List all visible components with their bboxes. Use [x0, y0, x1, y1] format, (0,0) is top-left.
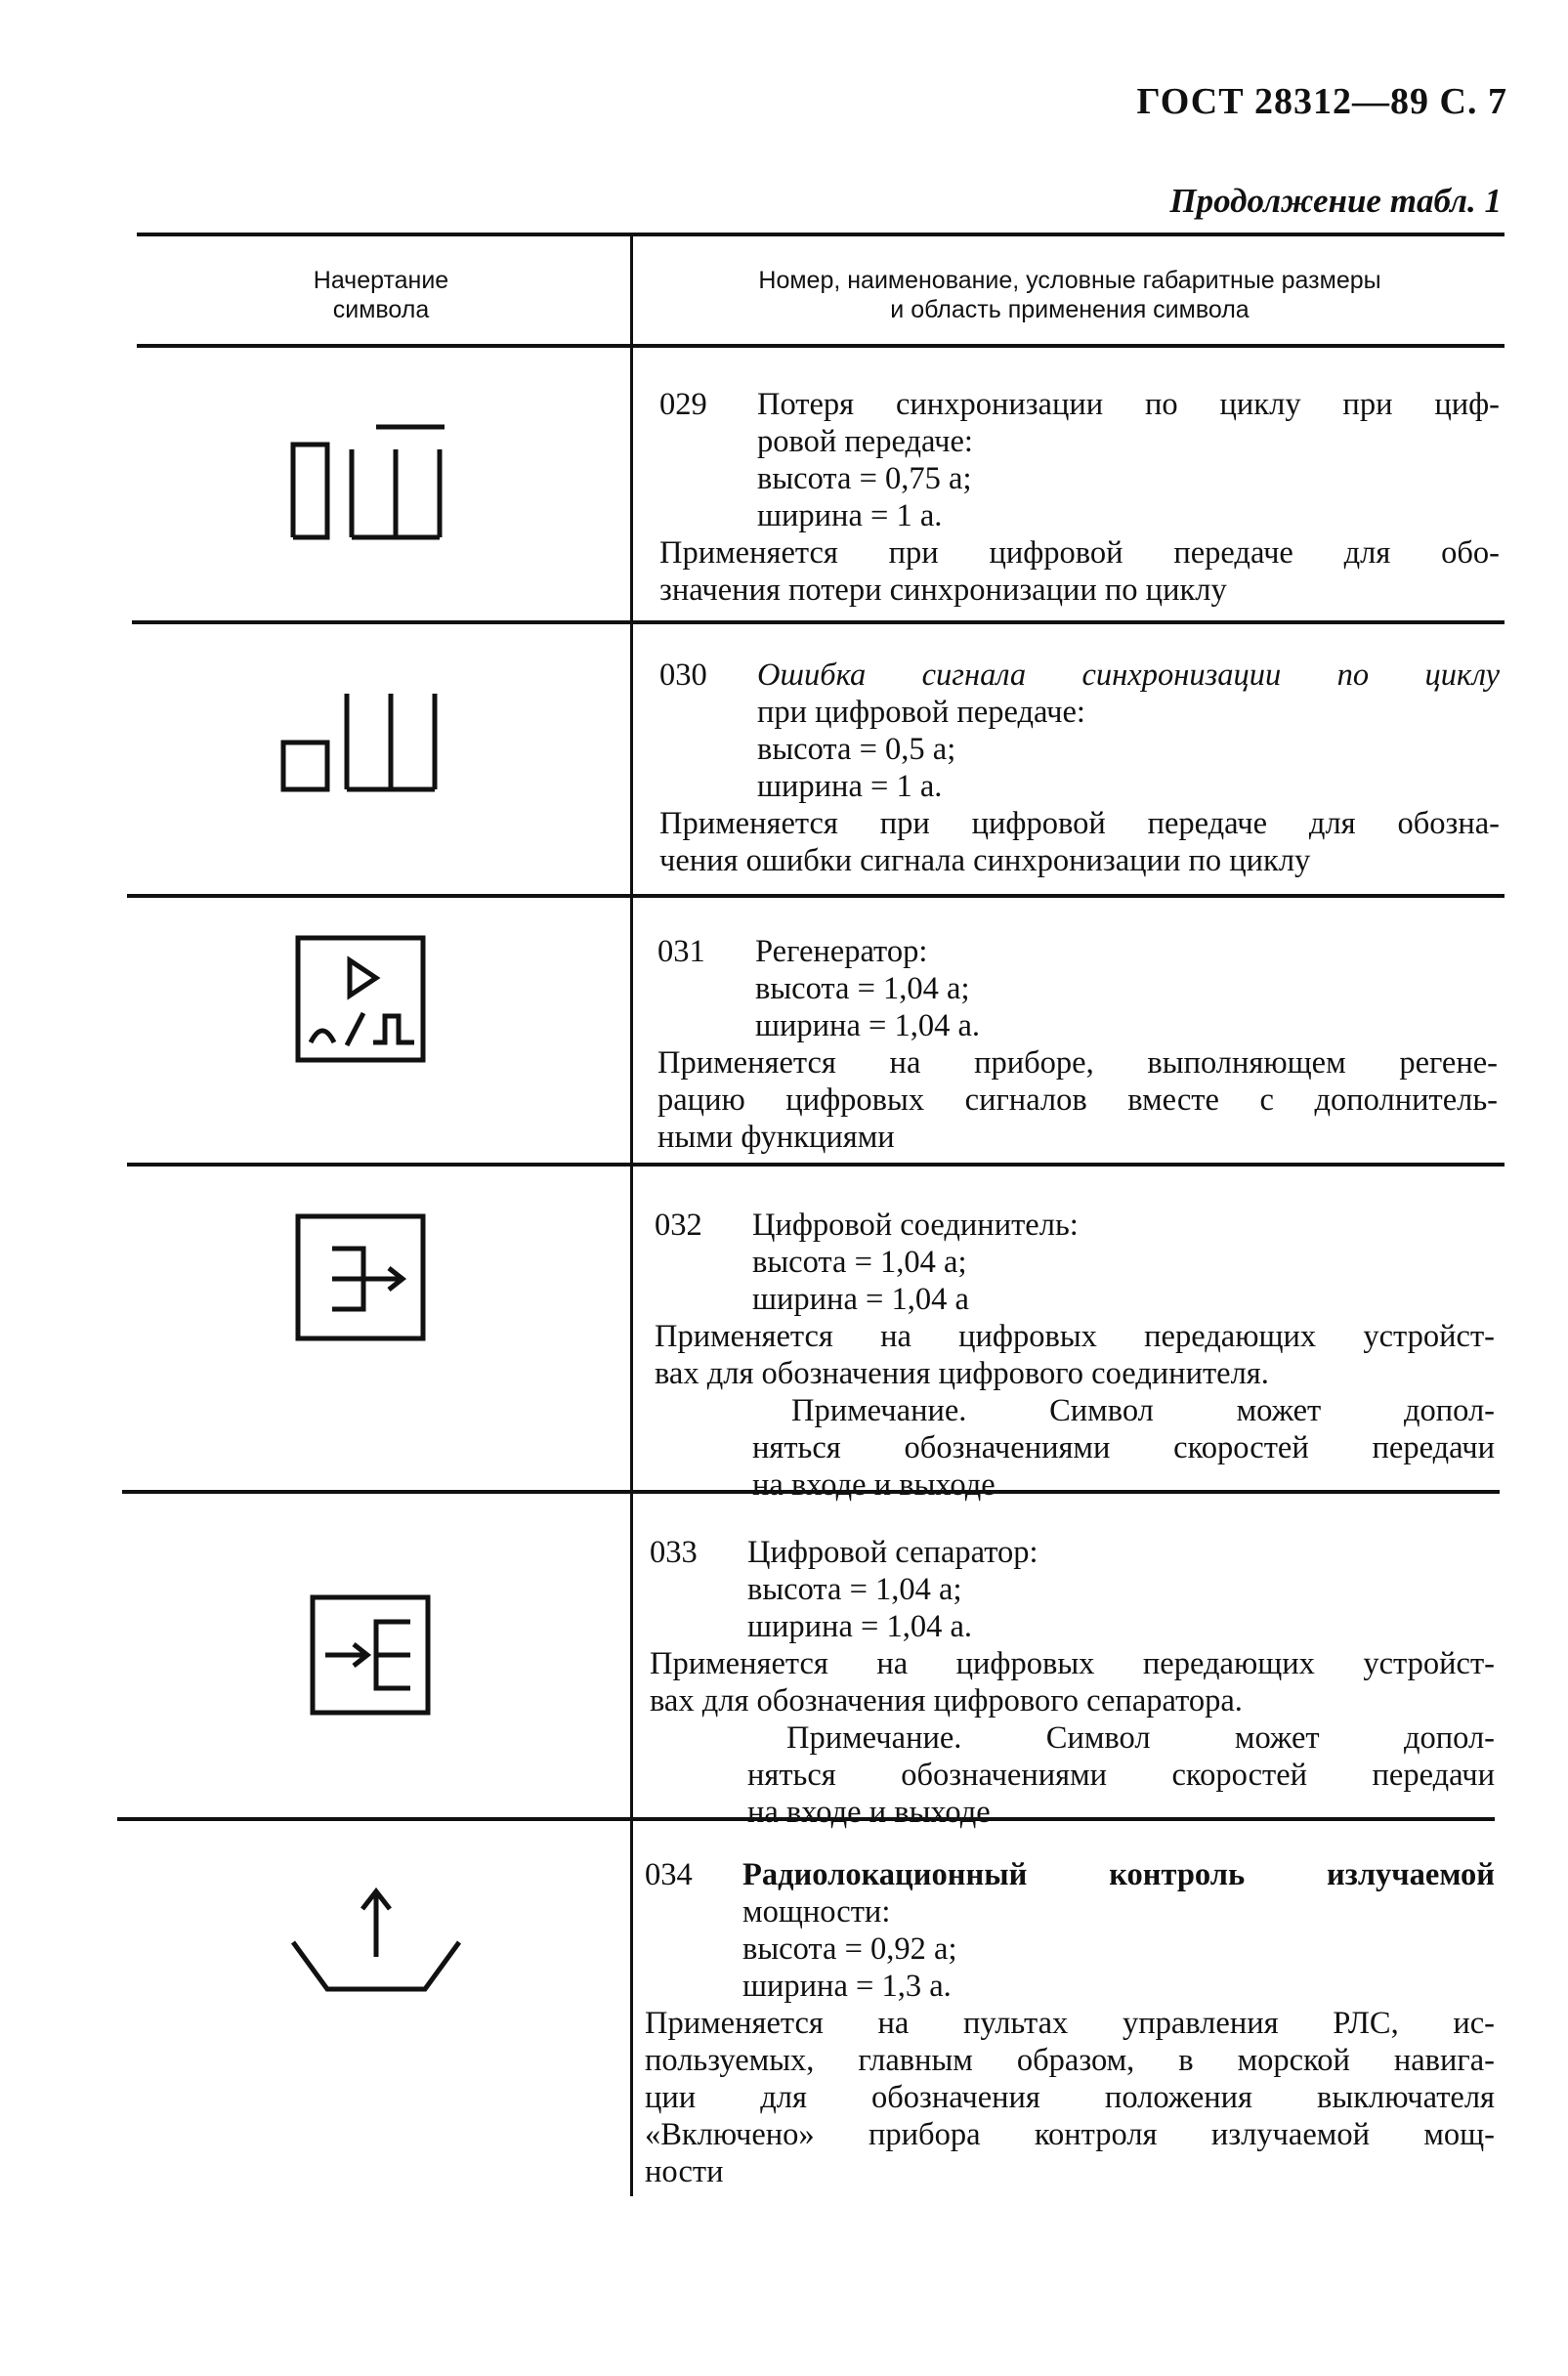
- row-rule: [132, 620, 1504, 624]
- entry-height: высота = 1,04 а;: [752, 1245, 967, 1280]
- entry-number: 029: [659, 387, 707, 422]
- entry-title-line: мощности:: [742, 1894, 891, 1930]
- entry-title-line: 032 Цифровой соединитель:: [655, 1208, 1079, 1243]
- entry-title-line: при цифровой передаче:: [757, 695, 1085, 730]
- entry-029: [659, 386, 1500, 609]
- entry-usage-line: пользуемых, главным образом, в морской навига-: [645, 2043, 1495, 2078]
- entry-note-line: Примечание. Символ может допол-: [786, 1720, 1495, 1756]
- table-continuation-title: Продолжение табл. 1: [1169, 182, 1502, 220]
- column-header-desc-line1: Номер, наименование, условные габаритные размеры: [758, 267, 1381, 294]
- entry-033: [650, 1534, 1495, 1831]
- entry-height: высота = 1,04 а;: [747, 1572, 962, 1607]
- entry-note-line: на входе и выходе: [752, 1467, 996, 1503]
- entry-031: [657, 933, 1498, 1156]
- entry-usage-line: Применяется при цифровой передаче для обо-: [659, 535, 1500, 571]
- row-rule: [127, 1163, 1504, 1167]
- entry-number: 032: [655, 1208, 702, 1243]
- entry-number: 030: [659, 658, 707, 693]
- entry-height: высота = 0,75 а;: [757, 461, 972, 496]
- entry-title-line: 034 Радиолокационный контроль излучаемой: [645, 1857, 1495, 1892]
- entry-height: высота = 0,5 а;: [757, 732, 956, 767]
- entry-usage-line: вах для обозначения цифрового сепаратора.: [650, 1683, 1243, 1718]
- entry-number: 031: [657, 934, 705, 969]
- entry-title-line: 029 Потеря синхронизации по циклу при циф-: [659, 387, 1500, 422]
- entry-usage-line: ными функциями: [657, 1120, 895, 1155]
- entry-width: ширина = 1,3 а.: [742, 1969, 952, 2004]
- page-header-code: ГОСТ 28312—89 С. 7: [1136, 81, 1507, 122]
- entry-width: ширина = 1 а.: [757, 769, 943, 804]
- entry-height: высота = 1,04 а;: [755, 971, 970, 1006]
- entry-030: [659, 657, 1500, 879]
- digital-combiner-icon: [293, 1211, 430, 1343]
- entry-usage-line: Применяется на приборе, выполняющем регене-: [657, 1045, 1498, 1081]
- entry-title-line: 033 Цифровой сепаратор:: [650, 1535, 1038, 1570]
- entry-height: высота = 0,92 а;: [742, 1931, 957, 1967]
- entry-width: ширина = 1,04 а: [752, 1282, 969, 1317]
- entry-title-line: ровой передаче:: [757, 424, 973, 459]
- entry-note-line: на входе и выходе: [747, 1795, 991, 1830]
- row-rule: [127, 894, 1504, 898]
- header-bottom-rule: [137, 344, 1504, 348]
- sync-loss-icon: [283, 415, 449, 542]
- sync-error-icon: [278, 684, 445, 796]
- table-top-rule: [137, 233, 1504, 236]
- entry-title-line: 030 Ошибка сигнала синхронизации по циклу: [659, 658, 1500, 693]
- entry-number: 034: [645, 1857, 693, 1892]
- entry-width: ширина = 1,04 а.: [747, 1609, 973, 1644]
- entry-note-line: Примечание. Символ может допол-: [791, 1393, 1495, 1428]
- entry-usage-line: Применяется при цифровой передаче для обозна-: [659, 806, 1500, 841]
- entry-width: ширина = 1 а.: [757, 498, 943, 533]
- entry-usage-line: чения ошибки сигнала синхронизации по циклу: [659, 843, 1311, 878]
- digital-separator-icon: [308, 1592, 435, 1719]
- column-header-description: [635, 266, 1504, 324]
- entry-title-line: 031 Регенератор:: [657, 934, 928, 969]
- radar-power-monitor-icon: [288, 1884, 464, 1996]
- entry-usage-line: Применяется на цифровых передающих устройст-: [655, 1319, 1495, 1354]
- entry-usage-line: «Включено» прибора контроля излучаемой мощ-: [645, 2117, 1495, 2152]
- entry-usage-line: вах для обозначения цифрового соединителя.: [655, 1356, 1269, 1391]
- entry-usage-line: значения потери синхронизации по циклу: [659, 573, 1227, 608]
- entry-032: [655, 1207, 1495, 1504]
- column-header-symbol-line1: Начертание: [313, 267, 449, 294]
- entry-usage-line: рацию цифровых сигналов вместе с дополнитель-: [657, 1082, 1498, 1118]
- entry-usage-line: Применяется на пультах управления РЛС, ис-: [645, 2006, 1495, 2041]
- entry-usage-line: ции для обозначения положения выключателя: [645, 2080, 1495, 2115]
- entry-usage-line: ности: [645, 2154, 724, 2189]
- column-header-desc-line2: и область применения символа: [890, 296, 1250, 323]
- entry-note-line: няться обозначениями скоростей передачи: [752, 1430, 1495, 1465]
- column-header-symbol-line2: символа: [332, 296, 430, 323]
- entry-usage-line: Применяется на цифровых передающих устройст-: [650, 1646, 1495, 1681]
- entry-number: 033: [650, 1535, 698, 1570]
- entry-note-line: няться обозначениями скоростей передачи: [747, 1758, 1495, 1793]
- column-header-symbol: [225, 266, 537, 324]
- column-divider: [630, 233, 633, 2196]
- entry-034: [645, 1856, 1495, 2190]
- regenerator-icon: [293, 933, 430, 1065]
- entry-width: ширина = 1,04 а.: [755, 1008, 981, 1043]
